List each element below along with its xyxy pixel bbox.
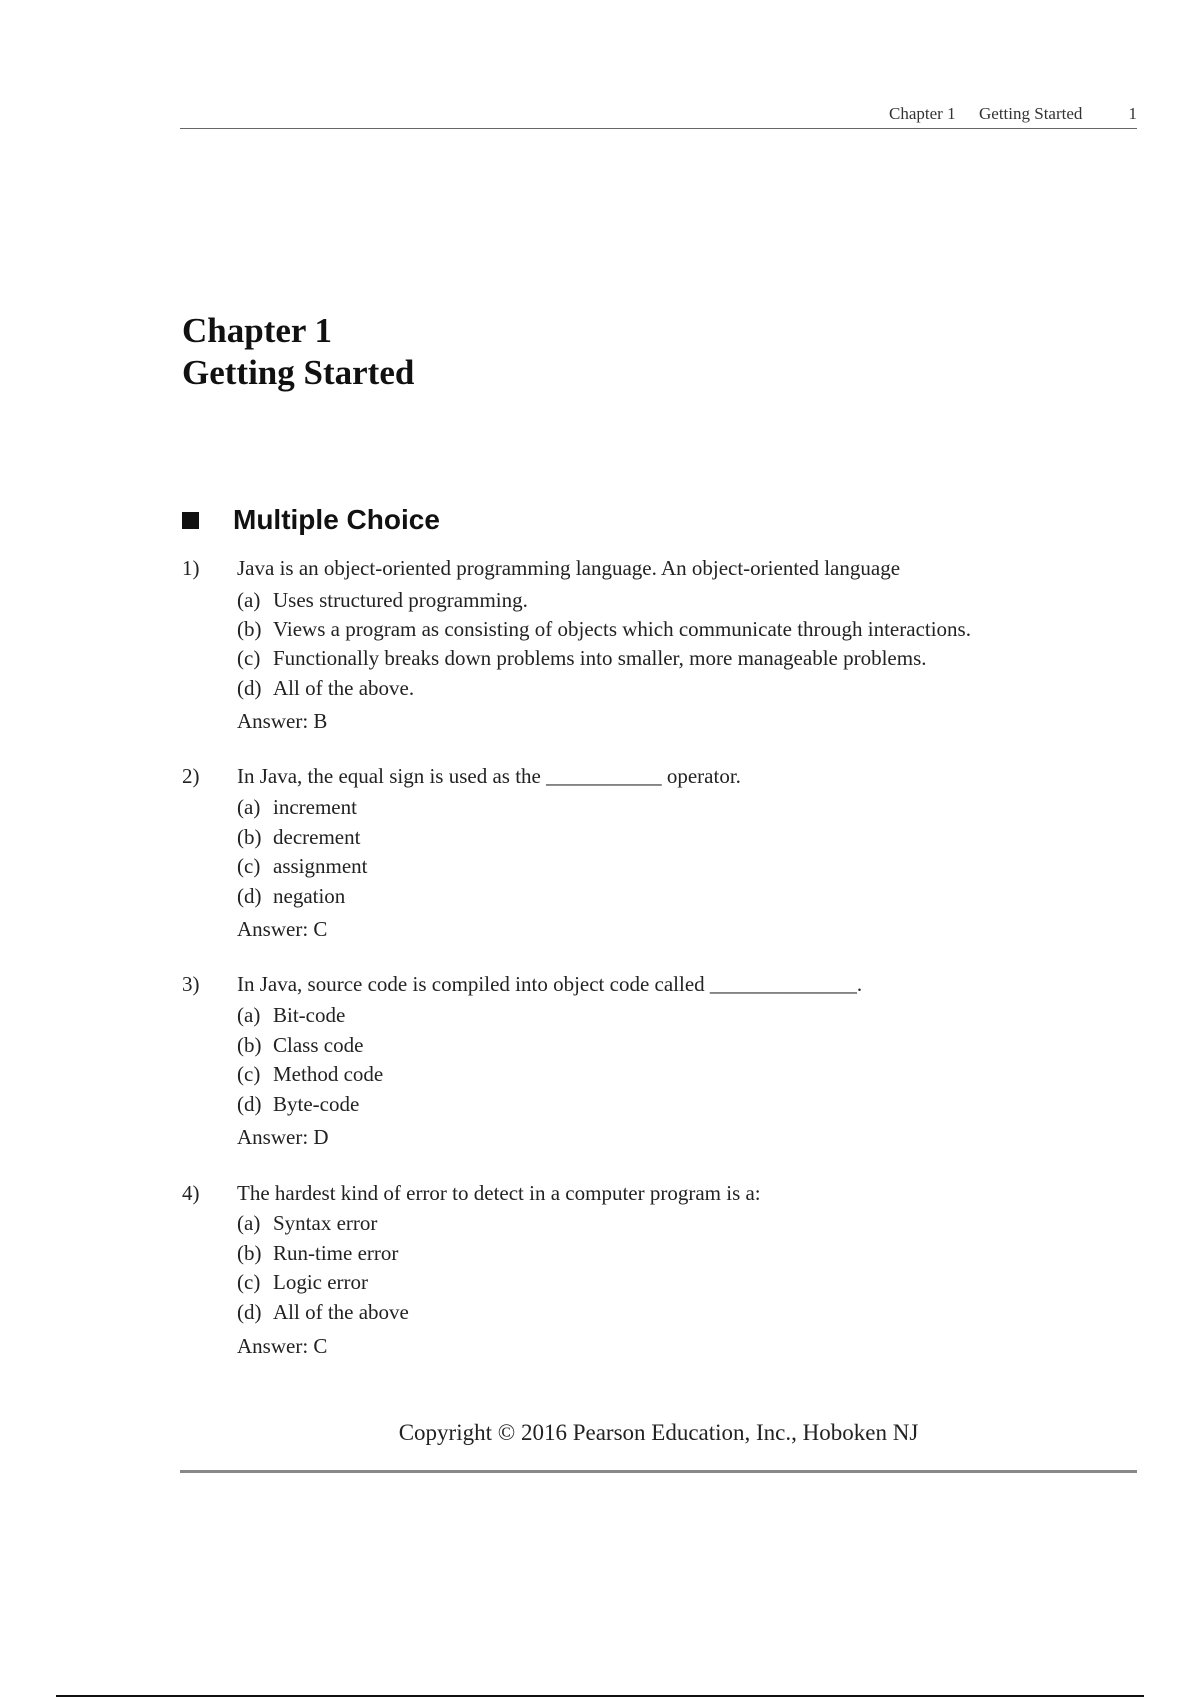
option-letter: (c) <box>237 1062 261 1086</box>
option-text: Uses structured programming. <box>273 588 528 612</box>
chapter-number: Chapter 1 <box>182 311 333 350</box>
option-letter: (b) <box>237 825 262 849</box>
option-text: Byte-code <box>273 1092 360 1116</box>
option-letter: (d) <box>237 1300 262 1324</box>
option-b <box>237 617 971 642</box>
option-c <box>237 854 368 879</box>
option-d <box>237 884 345 909</box>
option-text: All of the above. <box>273 676 415 700</box>
option-letter: (d) <box>237 676 262 700</box>
question-text: In Java, the equal sign is used as the ___________ operator. <box>237 764 741 788</box>
option-text: Functionally breaks down problems into smaller, more manageable problems. <box>273 646 927 670</box>
answer: Answer: B <box>237 709 328 733</box>
option-letter: (d) <box>237 884 262 908</box>
option-text: assignment <box>273 854 368 878</box>
option-text: All of the above <box>273 1300 409 1324</box>
option-letter: (b) <box>237 1241 262 1265</box>
option-d <box>237 676 414 701</box>
option-text: Class code <box>273 1033 364 1057</box>
option-a <box>237 1211 377 1236</box>
option-letter: (b) <box>237 617 262 641</box>
question-number: 3) <box>182 972 200 996</box>
question-number: 2) <box>182 764 200 788</box>
option-b <box>237 1241 398 1266</box>
option-c <box>237 646 927 671</box>
option-b <box>237 1033 363 1058</box>
page-bottom-divider <box>56 1695 1144 1697</box>
option-a <box>237 795 357 820</box>
option-d <box>237 1300 409 1325</box>
running-header <box>180 102 1137 129</box>
option-letter: (b) <box>237 1033 262 1057</box>
option-letter: (a) <box>237 588 261 612</box>
question-text: The hardest kind of error to detect in a computer program is a: <box>237 1181 761 1205</box>
option-letter: (c) <box>237 1270 261 1294</box>
question-text: In Java, source code is compiled into object code called ______________. <box>237 972 863 996</box>
option-text: Bit-code <box>273 1003 346 1027</box>
option-b <box>237 825 360 850</box>
header-title: Getting Started <box>979 104 1083 123</box>
section-heading <box>182 503 440 537</box>
copyright-notice: Copyright © 2016 Pearson Education, Inc., Hoboken NJ <box>398 1420 919 1445</box>
option-letter: (c) <box>237 646 261 670</box>
option-text: Run-time error <box>273 1241 399 1265</box>
chapter-title: Getting Started <box>182 353 415 392</box>
option-d <box>237 1092 359 1117</box>
option-letter: (a) <box>237 1211 261 1235</box>
question-number: 1) <box>182 556 200 580</box>
answer: Answer: C <box>237 917 328 941</box>
option-letter: (d) <box>237 1092 262 1116</box>
question-number: 4) <box>182 1181 200 1205</box>
option-letter: (c) <box>237 854 261 878</box>
option-text: decrement <box>273 825 361 849</box>
square-bullet-icon <box>182 512 199 529</box>
header-page-number: 1 <box>1128 104 1137 123</box>
answer: Answer: C <box>237 1334 328 1358</box>
answer: Answer: D <box>237 1125 329 1149</box>
question-text: Java is an object-oriented programming language. An object-oriented language <box>237 556 901 580</box>
option-c <box>237 1270 368 1295</box>
option-c <box>237 1062 383 1087</box>
option-text: Syntax error <box>273 1211 378 1235</box>
option-letter: (a) <box>237 795 261 819</box>
section-title: Multiple Choice <box>233 504 440 535</box>
chapter-heading <box>182 310 414 394</box>
option-text: Views a program as consisting of objects which communicate through interactions. <box>273 617 971 641</box>
option-text: negation <box>273 884 346 908</box>
option-text: Method code <box>273 1062 384 1086</box>
option-letter: (a) <box>237 1003 261 1027</box>
option-text: increment <box>273 795 357 819</box>
option-text: Logic error <box>273 1270 369 1294</box>
option-a <box>237 1003 345 1028</box>
header-chapter: Chapter 1 <box>889 104 956 123</box>
option-a <box>237 588 528 613</box>
footer-divider <box>180 1470 1137 1473</box>
